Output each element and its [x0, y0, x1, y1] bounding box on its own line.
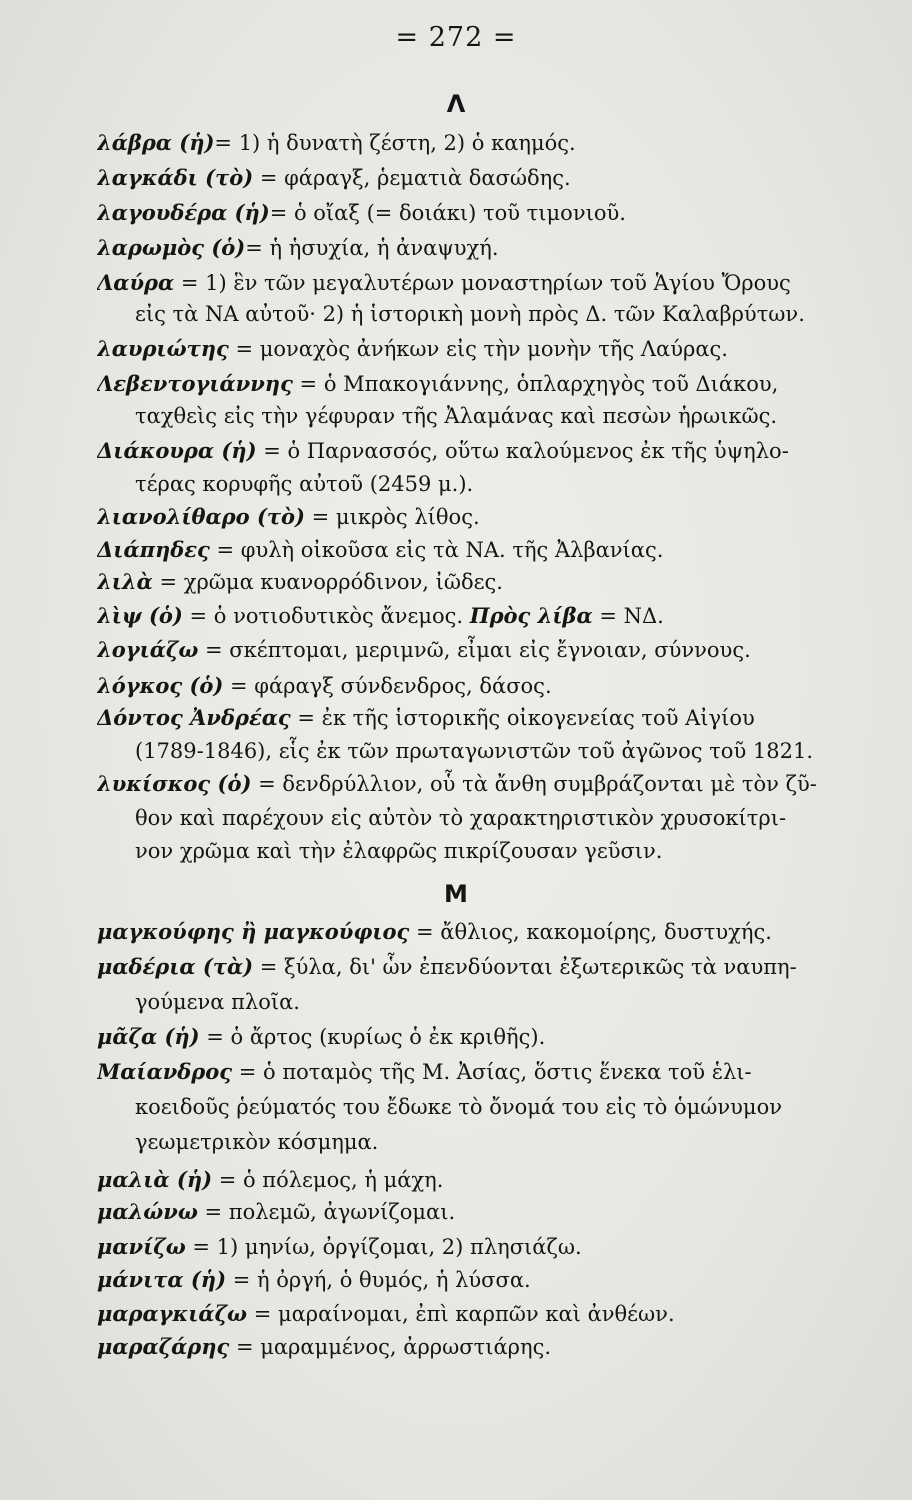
dictionary-entry	[97, 917, 867, 947]
definition-text: = ἐκ τῆς ἱστορικῆς οἰκογενείας τοῦ Αἰγίου	[290, 706, 755, 730]
dictionary-entry	[97, 502, 867, 532]
dictionary-entry	[97, 128, 867, 158]
definition-text: = ξύλα, δι' ὧν ἐπενδύονται ἐξωτερικῶς τὰ ναυπη-	[253, 955, 797, 979]
headword: λαρωμὸς (ὁ)	[97, 235, 246, 260]
entry-continuation	[135, 836, 867, 866]
headword: Δόντος Ἀνδρέας	[97, 705, 291, 730]
definition-text: εἰς τὰ ΝΑ αὐτοῦ· 2) ἡ ἱστορικὴ μονὴ πρὸς Δ. τῶν Καλαβρύτων.	[135, 302, 805, 326]
dictionary-entry	[97, 1232, 867, 1262]
headword: Λαύρα	[97, 270, 175, 295]
dictionary-entry	[97, 1332, 867, 1362]
definition-text: = 1) μηνίω, ὀργίζομαι, 2) πλησιάζω.	[185, 1235, 582, 1259]
definition-text: ταχθεὶς εἰς τὴν γέφυραν τῆς Ἀλαμάνας καὶ πεσὼν ἡρωικῶς.	[135, 404, 778, 428]
definition-text: = ὁ Παρνασσός, οὕτω καλούμενος ἐκ τῆς ὑψηλο-	[256, 439, 789, 463]
sub-headword: Πρὸς λίβα	[469, 603, 593, 628]
page-number: = 272 =	[395, 22, 517, 53]
definition-text: γούμενα πλοῖα.	[135, 990, 300, 1014]
headword: Διάκουρα (ἡ)	[97, 438, 257, 463]
headword: λὶψ (ὁ)	[97, 603, 183, 628]
definition-text: = ὁ ποταμὸς τῆς Μ. Ἀσίας, ὅστις ἕνεκα τοῦ ἑλι-	[232, 1060, 752, 1084]
definition-text: = ἡ ὀργή, ὁ θυμός, ἡ λύσσα.	[226, 1268, 531, 1292]
headword: λάβρα (ἡ)	[97, 130, 215, 155]
entry-continuation	[135, 803, 867, 833]
headword: μαραζάρης	[97, 1334, 230, 1359]
definition-text: = φάραγξ, ῥεματιὰ δασώδης.	[253, 166, 571, 190]
dictionary-entry	[97, 233, 867, 263]
headword: μαλιὰ (ἡ)	[97, 1167, 213, 1192]
definition-text: = ὁ οἴαξ (= δοιάκι) τοῦ τιμονιοῦ.	[269, 201, 626, 225]
entry-continuation	[135, 401, 867, 431]
dictionary-entry	[97, 769, 867, 799]
dictionary-entry	[97, 198, 867, 228]
dictionary-entry	[97, 1265, 867, 1295]
dictionary-entry	[97, 635, 867, 665]
definition-text: = ὁ νοτιοδυτικὸς ἄνεμος.	[182, 604, 470, 628]
dictionary-entry	[97, 1299, 867, 1329]
headword: Μαίανδρος	[97, 1059, 233, 1084]
definition-text: θον καὶ παρέχουν εἰς αὐτὸν τὸ χαρακτηριστικὸν χρυσοκίτρι-	[135, 806, 787, 830]
definition-text: = χρῶμα κυανορρόδινον, ἰῶδες.	[152, 570, 503, 594]
definition-text: = μαραίνομαι, ἐπὶ καρπῶν καὶ ἀνθέων.	[247, 1302, 675, 1326]
entry-continuation	[135, 1127, 867, 1157]
headword: μαγκούφης ἢ μαγκούφιος	[97, 919, 410, 944]
dictionary-entry	[97, 1165, 867, 1195]
dictionary-entry	[97, 436, 867, 466]
definition-text: = σκέπτομαι, μεριμνῶ, εἶμαι εἰς ἔγνοιαν, σύννους.	[198, 638, 751, 662]
dictionary-entry	[97, 268, 867, 298]
dictionary-entry	[97, 601, 867, 631]
definition-text: = ἄθλιος, κακομοίρης, δυστυχής.	[409, 920, 772, 944]
headword: μαλώνω	[97, 1199, 198, 1224]
definition-text: = μοναχὸς ἀνήκων εἰς τὴν μονὴν τῆς Λαύρας.	[228, 337, 728, 361]
definition-text: = δενδρύλλιον, οὗ τὰ ἄνθη συμβράζονται μὲ τὸν ζῦ-	[251, 772, 817, 796]
dictionary-entry	[97, 1057, 867, 1087]
headword: λαγουδέρα (ἡ)	[97, 200, 270, 225]
definition-text: = φυλὴ οἰκοῦσα εἰς τὰ ΝΑ. τῆς Ἀλβανίας.	[209, 538, 664, 562]
dictionary-entry	[97, 567, 867, 597]
dictionary-entry	[97, 671, 867, 701]
dictionary-entry	[97, 369, 867, 399]
headword: μάνιτα (ἡ)	[97, 1267, 227, 1292]
headword: λαγκάδι (τὸ)	[97, 165, 254, 190]
headword: λογιάζω	[97, 637, 199, 662]
headword: Λεβεντογιάννης	[97, 371, 293, 396]
headword: λυκίσκος (ὁ)	[97, 771, 252, 796]
dictionary-entry	[97, 535, 867, 565]
definition-text: = ὁ ἄρτος (κυρίως ὁ ἐκ κριθῆς).	[199, 1025, 546, 1049]
dictionary-entry	[97, 1197, 867, 1227]
headword: λιλὰ	[97, 569, 153, 594]
definition-text: κοειδοῦς ῥεύματός του ἔδωκε τὸ ὄνομά του εἰς τὸ ὁμώνυμον	[135, 1095, 782, 1119]
entry-continuation	[135, 1092, 867, 1122]
definition-text: νον χρῶμα καὶ τὴν ἐλαφρῶς πικρίζουσαν γεῦσιν.	[135, 839, 663, 863]
definition-text: = μικρὸς λίθος.	[304, 505, 480, 529]
headword: μᾶζα (ἡ)	[97, 1024, 200, 1049]
entry-continuation	[135, 987, 867, 1017]
headword: λαυριώτης	[97, 336, 229, 361]
headword: μαραγκιάζω	[97, 1301, 248, 1326]
section-heading-lambda: Λ	[446, 90, 466, 118]
headword: λόγκος (ὁ)	[97, 673, 224, 698]
definition-text: = ὁ πόλεμος, ἡ μάχη.	[212, 1168, 444, 1192]
definition-text: = 1) ἓν τῶν μεγαλυτέρων μοναστηρίων τοῦ Ἁγίου Ὄρους	[174, 271, 791, 295]
section-heading-mu: Μ	[444, 880, 468, 908]
dictionary-entry	[97, 334, 867, 364]
dictionary-entry	[97, 1022, 867, 1052]
definition-text: γεωμετρικὸν κόσμημα.	[135, 1130, 379, 1154]
entry-continuation	[135, 299, 867, 329]
definition-text: = πολεμῶ, ἀγωνίζομαι.	[197, 1200, 456, 1224]
definition-text: = φάραγξ σύνδενδρος, δάσος.	[223, 674, 552, 698]
dictionary-entry	[97, 952, 867, 982]
definition-text: (1789-1846), εἷς ἐκ τῶν πρωταγωνιστῶν τοῦ ἀγῶνος τοῦ 1821.	[135, 739, 814, 763]
dictionary-entry	[97, 703, 867, 733]
headword: λιανολίθαρο (τὸ)	[97, 504, 305, 529]
headword: μαδέρια (τὰ)	[97, 954, 254, 979]
definition-text: = ΝΔ.	[592, 604, 664, 628]
definition-text: = μαραμμένος, ἀρρωστιάρης.	[229, 1335, 552, 1359]
entry-continuation	[135, 469, 867, 499]
definition-text: τέρας κορυφῆς αὐτοῦ (2459 μ.).	[135, 472, 474, 496]
definition-text: = ἡ ἡσυχία, ἡ ἀναψυχή.	[245, 236, 499, 260]
headword: Διάπηδες	[97, 537, 210, 562]
definition-text: = 1) ἡ δυνατὴ ζέστη, 2) ὁ καημός.	[214, 131, 576, 155]
dictionary-entry	[97, 163, 867, 193]
headword: μανίζω	[97, 1234, 186, 1259]
definition-text: = ὁ Μπακογιάννης, ὁπλαρχηγὸς τοῦ Διάκου,	[292, 372, 779, 396]
entry-continuation	[135, 736, 867, 766]
